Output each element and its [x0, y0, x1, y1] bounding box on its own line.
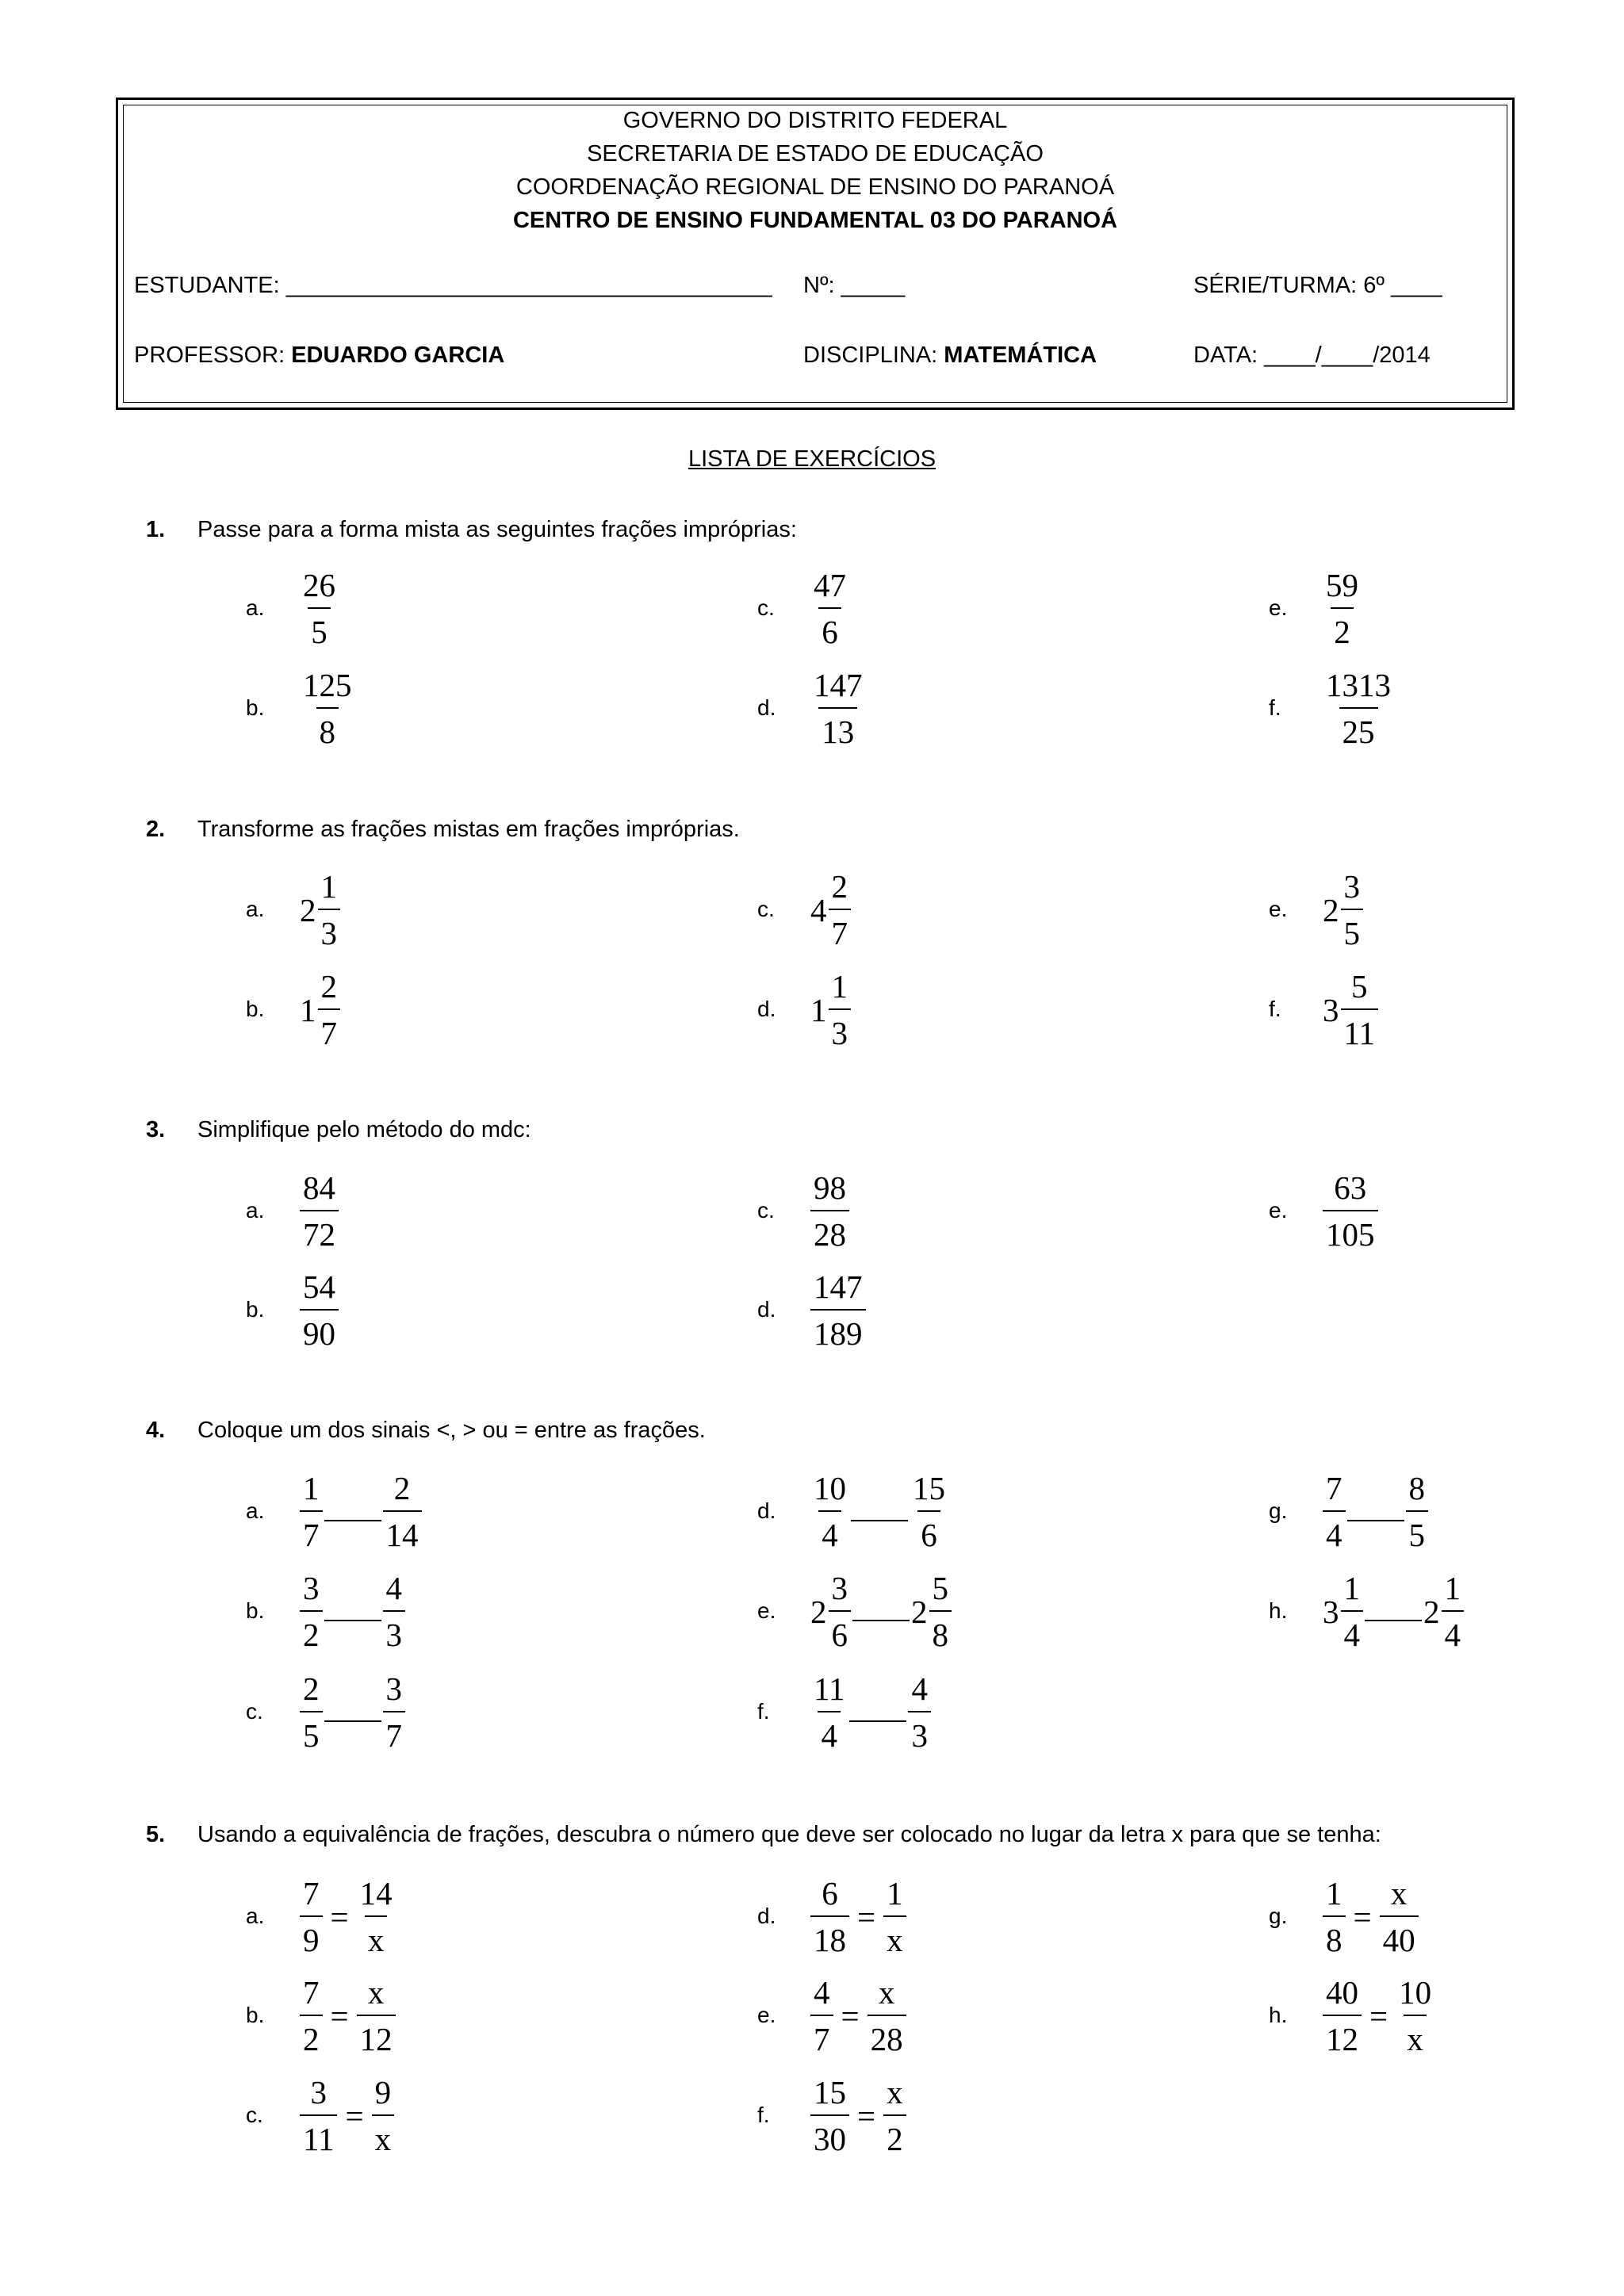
q1-item-a-expression: [300, 568, 339, 650]
q5-item-d-expression: [810, 1876, 906, 1958]
header-line-1: GOVERNO DO DISTRITO FEDERAL: [622, 108, 1008, 133]
q4-item-e-left-whole: 2: [810, 1594, 827, 1630]
q3-item-c-expression: [810, 1170, 849, 1253]
q4-item-f-answer-blank[interactable]: [849, 1720, 906, 1722]
q2-item-b-fraction: [318, 970, 341, 1050]
q5-item-a-right-fraction: [357, 1877, 396, 1957]
q5-item-g-left-denominator: 8: [1323, 1915, 1346, 1957]
q4-item-d-left-fraction: [810, 1472, 849, 1552]
q5-item-e-left-denominator: 7: [810, 2015, 833, 2056]
q4-item-h-right-whole: 2: [1423, 1594, 1440, 1630]
q5-item-g-expression: [1323, 1876, 1419, 1958]
question-2-number: 2.: [146, 817, 166, 842]
q5-item-b-right-fraction: [357, 1976, 396, 2056]
q5-item-a-right-denominator: x: [365, 1915, 388, 1957]
q4-item-g-right-denominator: 5: [1406, 1510, 1429, 1552]
q4-item-b-left-fraction: [300, 1572, 323, 1651]
q3-item-e-label: e.: [1269, 1198, 1288, 1223]
q4-item-f-right-fraction: [908, 1670, 931, 1754]
q3-item-e-numerator: 63: [1334, 1169, 1367, 1206]
teacher-field: [134, 342, 504, 369]
q5-item-c-left-denominator: 11: [300, 2114, 337, 2156]
q2-item-a-expression: [300, 869, 340, 951]
q1-item-f-fraction: [1323, 669, 1394, 748]
q5-item-e-right-denominator: 28: [868, 2015, 906, 2056]
q4-item-d-expression: [810, 1471, 948, 1553]
q1-item-f-label: f.: [1269, 695, 1281, 720]
q1-item-c-denominator: 6: [818, 607, 841, 649]
q2-item-d-denominator: 3: [829, 1008, 852, 1050]
q3-item-b-numerator: 54: [303, 1269, 335, 1305]
q2-item-b-numerator: 2: [320, 968, 337, 1004]
q5-item-h-expression: [1323, 1975, 1434, 2057]
q4-item-g-left-denominator: 4: [1323, 1510, 1346, 1552]
q5-item-d-left-fraction: [810, 1877, 849, 1957]
q1-item-d-expression: [810, 668, 866, 750]
q1-item-d-fraction: [810, 669, 866, 748]
q5-item-c-right-fraction: [372, 2076, 395, 2156]
q5-item-g-left-numerator: 1: [1326, 1875, 1342, 1911]
question-3-text: Simplifique pelo método do mdc:: [197, 1117, 531, 1142]
q4-item-g-left-fraction: [1323, 1472, 1346, 1552]
question-5-number: 5.: [146, 1822, 166, 1847]
q5-item-d-label: d.: [757, 1904, 776, 1928]
q5-item-g-left-fraction: [1323, 1877, 1346, 1957]
q3-item-d-fraction: [810, 1271, 866, 1350]
q4-item-b-right-numerator: 4: [385, 1570, 402, 1606]
number-field[interactable]: Nº: _____: [803, 273, 906, 298]
q4-item-f-expression: [810, 1671, 931, 1754]
q5-item-d-right-fraction: [883, 1877, 906, 1957]
q5-item-f-left-fraction: [810, 2076, 849, 2156]
q3-item-b-denominator: 90: [300, 1309, 339, 1350]
q5-item-g-right-numerator: x: [1390, 1875, 1408, 1911]
q5-item-c-right-denominator: x: [372, 2114, 395, 2156]
q5-item-h-left-numerator: 40: [1326, 1974, 1358, 2011]
q4-item-g-right-fraction: [1406, 1472, 1429, 1552]
q3-item-a-numerator: 84: [303, 1169, 335, 1206]
q5-item-c-expression: [300, 2075, 394, 2157]
q1-item-d-label: d.: [757, 695, 776, 720]
q4-item-a-right-denominator: 14: [383, 1510, 422, 1552]
q4-item-b-right-denominator: 3: [383, 1610, 406, 1651]
q5-item-h-right-fraction: [1396, 1976, 1434, 2056]
q5-item-f-left-numerator: 15: [814, 2074, 846, 2110]
q1-item-b-fraction: [300, 669, 355, 748]
q4-item-b-left-numerator: 3: [303, 1570, 320, 1606]
q4-item-e-expression: [810, 1571, 952, 1653]
q2-item-c-fraction: [829, 868, 852, 951]
q1-item-a-denominator: 5: [308, 607, 331, 649]
q5-item-g-right-denominator: 40: [1380, 1915, 1419, 1957]
q4-item-a-left-numerator: 1: [303, 1470, 320, 1506]
q3-item-e-expression: [1323, 1170, 1378, 1253]
q2-item-f-numerator: 5: [1350, 968, 1368, 1004]
q1-item-e-numerator: 59: [1326, 567, 1358, 603]
q4-item-d-left-numerator: 10: [814, 1470, 846, 1506]
q4-item-d-right-numerator: 15: [913, 1470, 945, 1506]
q5-item-h-right-denominator: x: [1404, 2015, 1427, 2056]
q3-item-d-expression: [810, 1269, 866, 1352]
teacher-label: PROFESSOR:: [134, 342, 292, 368]
q5-item-f-equals-sign: =: [857, 2098, 876, 2134]
q5-item-e-right-numerator: x: [878, 1974, 895, 2011]
q2-item-a-numerator: 1: [320, 868, 337, 905]
q2-item-a-whole: 2: [300, 892, 316, 928]
q4-item-c-right-denominator: 7: [383, 1711, 406, 1752]
q5-item-d-equals-sign: =: [857, 1899, 876, 1935]
q1-item-d-denominator: 13: [818, 707, 857, 748]
q3-item-d-numerator: 147: [814, 1269, 863, 1305]
q5-item-f-right-denominator: 2: [883, 2114, 906, 2156]
q5-item-d-left-numerator: 6: [822, 1875, 838, 1911]
question-3-number: 3.: [146, 1117, 166, 1142]
q4-item-f-right-numerator: 4: [911, 1670, 928, 1707]
q4-item-f-left-numerator: 11: [814, 1670, 845, 1707]
q4-item-c-right-numerator: 3: [385, 1670, 402, 1707]
q3-item-e-denominator: 105: [1323, 1210, 1378, 1251]
header-line-3: COORDENAÇÃO REGIONAL DE ENSINO DO PARANOÁ: [515, 174, 1115, 200]
q2-item-e-fraction: [1341, 868, 1364, 951]
q3-item-b-fraction: [300, 1271, 339, 1350]
q4-item-e-left-numerator: 3: [831, 1570, 848, 1606]
q5-item-a-label: a.: [246, 1904, 265, 1928]
q5-item-h-left-fraction: [1323, 1976, 1362, 2056]
q3-item-d-label: d.: [757, 1297, 776, 1322]
q5-item-b-left-numerator: 7: [303, 1974, 320, 2011]
q4-item-a-right-numerator: 2: [393, 1470, 411, 1506]
q5-item-d-right-denominator: x: [883, 1915, 906, 1957]
q1-item-e-expression: [1323, 568, 1362, 650]
q4-item-d-answer-blank[interactable]: [851, 1520, 908, 1521]
q4-item-e-left-fraction: [829, 1572, 852, 1651]
q3-item-c-numerator: 98: [814, 1169, 846, 1206]
q4-item-g-answer-blank[interactable]: [1347, 1520, 1404, 1521]
q4-item-g-right-numerator: 8: [1408, 1470, 1425, 1506]
q5-item-h-equals-sign: =: [1369, 1998, 1388, 2034]
q4-item-b-left-denominator: 2: [300, 1610, 323, 1651]
q5-item-f-right-fraction: [883, 2076, 906, 2156]
q4-item-e-right-numerator: 5: [932, 1570, 948, 1606]
question-4-text: Coloque um dos sinais <, > ou = entre as frações.: [197, 1418, 706, 1443]
q4-item-e-right-fraction: [929, 1572, 952, 1651]
q4-item-d-right-fraction: [910, 1472, 948, 1552]
q1-item-e-fraction: [1323, 569, 1362, 649]
discipline-name: MATEMÁTICA: [944, 342, 1097, 368]
q3-item-a-denominator: 72: [300, 1210, 339, 1251]
q5-item-b-right-denominator: 12: [357, 2015, 396, 2056]
q2-item-c-denominator: 7: [829, 909, 852, 950]
q1-item-e-denominator: 2: [1331, 607, 1354, 649]
q5-item-f-expression: [810, 2075, 906, 2157]
q4-item-b-right-fraction: [383, 1572, 406, 1651]
question-4-number: 4.: [146, 1418, 166, 1443]
q2-item-e-expression: [1323, 869, 1363, 951]
q2-item-b-whole: 1: [300, 992, 316, 1028]
q4-item-h-left-whole: 3: [1323, 1594, 1339, 1630]
q2-item-c-expression: [810, 869, 851, 951]
q4-item-c-left-denominator: 5: [300, 1711, 323, 1752]
q5-item-a-equals-sign: =: [330, 1899, 349, 1935]
q5-item-e-left-numerator: 4: [814, 1974, 830, 2011]
q5-item-c-right-numerator: 9: [374, 2074, 392, 2110]
header-school-name: CENTRO DE ENSINO FUNDAMENTAL 03 DO PARANOÁ: [512, 208, 1118, 233]
q4-item-a-right-fraction: [383, 1472, 422, 1552]
q1-item-d-numerator: 147: [814, 667, 863, 703]
q5-item-f-label: f.: [757, 2103, 770, 2127]
q2-item-a-label: a.: [246, 897, 265, 921]
q5-item-a-right-numerator: 14: [359, 1875, 393, 1911]
q2-item-f-expression: [1323, 969, 1378, 1051]
q5-item-h-left-denominator: 12: [1323, 2015, 1362, 2056]
q1-item-a-label: a.: [246, 595, 265, 620]
q3-item-a-label: a.: [246, 1198, 265, 1223]
q4-item-c-label: c.: [246, 1699, 263, 1724]
q4-item-g-expression: [1323, 1471, 1428, 1553]
q1-item-c-fraction: [810, 569, 849, 649]
q5-item-g-equals-sign: =: [1353, 1899, 1372, 1935]
header-box: [116, 98, 1515, 410]
q3-item-e-fraction: [1323, 1169, 1378, 1253]
q3-item-c-fraction: [810, 1169, 849, 1253]
q3-item-a-fraction: [300, 1169, 339, 1253]
q4-item-a-answer-blank[interactable]: [324, 1520, 381, 1521]
student-field[interactable]: ESTUDANTE: ______________________________________: [134, 273, 772, 298]
q2-item-f-whole: 3: [1323, 992, 1339, 1028]
q5-item-c-left-numerator: 3: [310, 2074, 327, 2110]
question-2-text: Transforme as frações mistas em frações impróprias.: [197, 817, 740, 842]
q5-item-g-right-fraction: [1380, 1877, 1419, 1957]
q3-item-d-denominator: 189: [810, 1309, 866, 1350]
q1-item-a-numerator: 26: [303, 567, 335, 603]
q5-item-b-label: b.: [246, 2003, 265, 2027]
q5-item-b-left-fraction: [300, 1976, 323, 2056]
discipline-field: [803, 342, 1097, 369]
q2-item-d-fraction: [829, 970, 852, 1050]
q5-item-h-right-numerator: 10: [1399, 1974, 1432, 2011]
q5-item-e-equals-sign: =: [841, 1998, 860, 2034]
q5-item-e-expression: [810, 1975, 906, 2057]
q4-item-h-left-denominator: 4: [1341, 1610, 1364, 1651]
q1-item-f-expression: [1323, 668, 1394, 750]
q4-item-b-label: b.: [246, 1598, 265, 1623]
q4-item-h-label: h.: [1269, 1598, 1288, 1623]
q3-item-c-label: c.: [757, 1198, 775, 1223]
q5-item-h-label: h.: [1269, 2003, 1288, 2027]
teacher-name: EDUARDO GARCIA: [291, 342, 505, 368]
q5-item-c-label: c.: [246, 2103, 263, 2127]
q2-item-e-whole: 2: [1323, 892, 1339, 928]
q5-item-g-label: g.: [1269, 1904, 1288, 1928]
question-1-number: 1.: [146, 517, 166, 542]
q3-item-a-expression: [300, 1170, 339, 1253]
q5-item-e-left-fraction: [810, 1976, 833, 2056]
q4-item-a-left-denominator: 7: [300, 1510, 323, 1552]
q5-item-b-expression: [300, 1975, 396, 2057]
q4-item-c-left-fraction: [300, 1670, 323, 1754]
q1-item-f-denominator: 25: [1339, 707, 1378, 748]
q1-item-b-denominator: 8: [316, 707, 339, 748]
q5-item-a-left-numerator: 7: [303, 1875, 320, 1911]
q2-item-a-denominator: 3: [318, 909, 341, 950]
q5-item-f-right-numerator: x: [887, 2074, 903, 2110]
q2-item-e-numerator: 3: [1343, 868, 1360, 905]
q4-item-a-expression: [300, 1471, 422, 1553]
q4-item-g-label: g.: [1269, 1498, 1288, 1523]
q4-item-h-left-fraction: [1341, 1572, 1364, 1651]
q4-item-h-right-fraction: [1442, 1572, 1465, 1651]
q1-item-b-expression: [300, 668, 355, 750]
q2-item-f-label: f.: [1269, 997, 1281, 1021]
q1-item-c-label: c.: [757, 595, 775, 620]
q4-item-f-left-denominator: 4: [818, 1711, 841, 1752]
q3-item-b-label: b.: [246, 1297, 265, 1322]
q2-item-d-whole: 1: [810, 992, 827, 1028]
q4-item-a-label: a.: [246, 1498, 265, 1523]
q2-item-b-label: b.: [246, 997, 265, 1021]
q4-item-h-right-denominator: 4: [1442, 1610, 1465, 1651]
list-title: LISTA DE EXERCÍCIOS: [688, 446, 936, 472]
q1-item-c-expression: [810, 568, 849, 650]
q2-item-a-fraction: [318, 868, 341, 951]
q4-item-c-expression: [300, 1671, 405, 1754]
q4-item-d-label: d.: [757, 1498, 776, 1523]
discipline-label: DISCIPLINA:: [803, 342, 944, 368]
q1-item-e-label: e.: [1269, 595, 1288, 620]
q5-item-e-label: e.: [757, 2003, 776, 2027]
q5-item-a-expression: [300, 1876, 396, 1958]
q5-item-a-left-fraction: [300, 1877, 323, 1957]
q4-item-c-left-numerator: 2: [303, 1670, 320, 1707]
q5-item-f-left-denominator: 30: [810, 2114, 849, 2156]
q5-item-b-left-denominator: 2: [300, 2015, 323, 2056]
q4-item-a-left-fraction: [300, 1472, 323, 1552]
q4-item-h-expression: [1323, 1571, 1464, 1653]
q4-item-d-left-denominator: 4: [818, 1510, 841, 1552]
series-field[interactable]: SÉRIE/TURMA: 6º ____: [1193, 273, 1442, 298]
q4-item-f-right-denominator: 3: [908, 1711, 931, 1752]
q5-item-e-right-fraction: [868, 1976, 906, 2056]
q4-item-e-answer-blank[interactable]: [852, 1620, 910, 1621]
question-5-text: Usando a equivalência de frações, descubra o número que deve ser colocado no lugar da letra x para que se tenha:: [197, 1822, 1381, 1847]
q5-item-d-left-denominator: 18: [810, 1915, 849, 1957]
q3-item-c-denominator: 28: [810, 1210, 849, 1251]
q3-item-b-expression: [300, 1269, 339, 1352]
q4-item-h-right-numerator: 1: [1444, 1570, 1461, 1606]
q5-item-b-equals-sign: =: [330, 1998, 349, 2034]
question-1-text: Passe para a forma mista as seguintes frações impróprias:: [197, 517, 797, 542]
q2-item-c-numerator: 2: [831, 868, 848, 905]
q2-item-b-expression: [300, 969, 340, 1051]
q2-item-f-denominator: 11: [1341, 1008, 1378, 1050]
q4-item-c-right-fraction: [383, 1670, 406, 1754]
q1-item-b-label: b.: [246, 695, 265, 720]
q4-item-d-right-denominator: 6: [917, 1510, 940, 1552]
q4-item-e-left-denominator: 6: [829, 1610, 852, 1651]
header-line-2: SECRETARIA DE ESTADO DE EDUCAÇÃO: [587, 141, 1044, 166]
q2-item-e-label: e.: [1269, 897, 1288, 921]
q5-item-d-right-numerator: 1: [887, 1875, 903, 1911]
q4-item-e-right-denominator: 8: [929, 1610, 952, 1651]
q4-item-e-label: e.: [757, 1598, 776, 1623]
q4-item-g-left-numerator: 7: [1326, 1470, 1342, 1506]
q2-item-f-fraction: [1341, 970, 1378, 1050]
q1-item-c-numerator: 47: [814, 567, 846, 603]
q5-item-b-right-numerator: x: [367, 1974, 385, 2011]
q2-item-c-label: c.: [757, 897, 775, 921]
q2-item-d-label: d.: [757, 997, 776, 1021]
q2-item-d-numerator: 1: [831, 968, 848, 1004]
q2-item-e-denominator: 5: [1341, 909, 1364, 950]
q5-item-c-left-fraction: [300, 2076, 337, 2156]
q4-item-e-right-whole: 2: [911, 1594, 928, 1630]
q5-item-a-left-denominator: 9: [300, 1915, 323, 1957]
q2-item-c-whole: 4: [810, 892, 827, 928]
date-field[interactable]: DATA: ____/____/2014: [1193, 342, 1431, 368]
q4-item-c-answer-blank[interactable]: [324, 1720, 381, 1722]
q4-item-h-left-numerator: 1: [1343, 1570, 1360, 1606]
q4-item-b-expression: [300, 1571, 405, 1653]
q1-item-a-fraction: [300, 569, 339, 649]
q4-item-f-label: f.: [757, 1699, 770, 1724]
q4-item-f-left-fraction: [810, 1670, 848, 1754]
q1-item-f-numerator: 1313: [1326, 667, 1391, 703]
q1-item-b-numerator: 125: [303, 667, 352, 703]
q5-item-c-equals-sign: =: [345, 2098, 364, 2134]
q4-item-b-answer-blank[interactable]: [324, 1620, 381, 1621]
q4-item-h-answer-blank[interactable]: [1365, 1620, 1422, 1621]
q2-item-b-denominator: 7: [318, 1008, 341, 1050]
q2-item-d-expression: [810, 969, 851, 1051]
